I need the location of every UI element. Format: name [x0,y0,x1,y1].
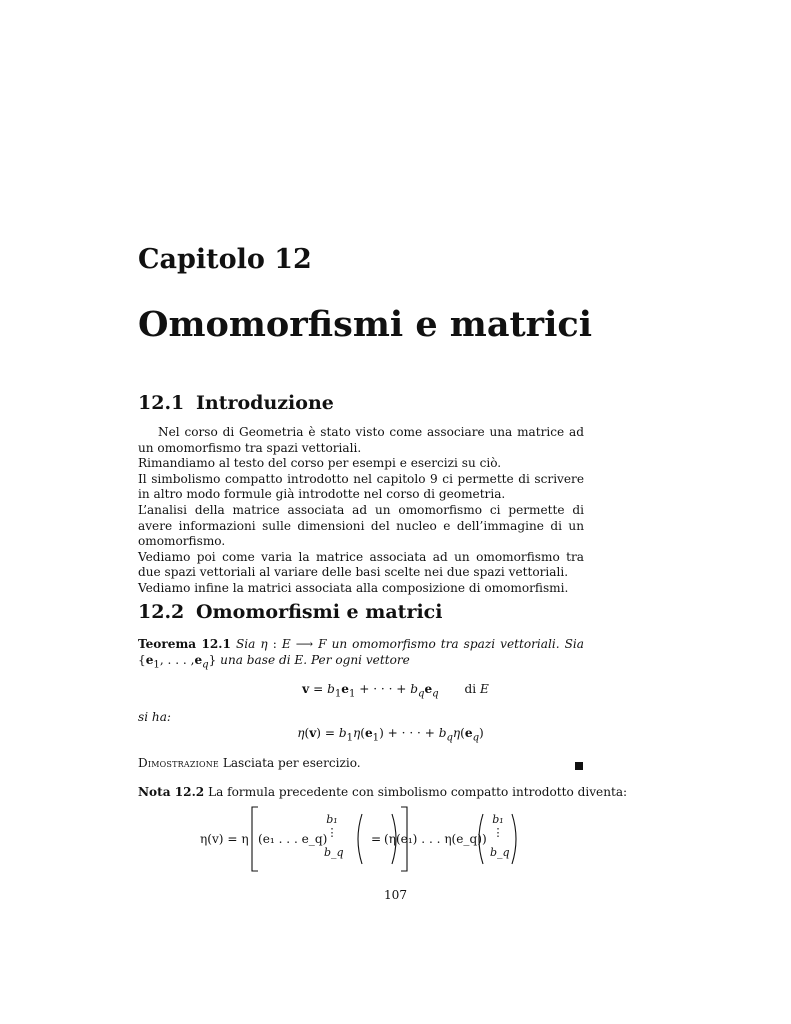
math-symbol: = [324,726,335,740]
math-symbol: b [338,726,347,740]
equation-eta-linearity [0,726,781,743]
math-symbol: , . . . , [159,652,195,667]
math-symbol: b_q [324,846,344,859]
math-subscript: q [446,732,453,744]
equation-vector-decomposition [0,682,791,699]
page-number: 107 [383,888,408,902]
math-subscript: q [418,688,425,700]
math-symbol: e [145,652,154,667]
math-symbol: + · · · + [387,726,435,740]
paragraph: Vediamo infine la matrici associata alla composizione di omomorfismi. [138,580,569,595]
paragraph: Nel corso di Geometria è stato visto come associare una matrice ad un omomorfismo tra spazi vettoriali. [138,425,584,455]
qed-square-icon [575,762,583,770]
math-symbol: ) [479,726,484,740]
math-symbol: E [281,637,291,651]
proof [138,756,361,770]
arrow-symbol: ⟶ [295,637,314,651]
section-title: Introduzione [196,392,334,414]
math-subscript: 1 [346,732,353,744]
si-ha-text: si ha: [138,710,171,724]
math-symbol: E [294,652,304,667]
math-subscript: 1 [348,688,356,700]
paragraph: L’analisi della matrice associata ad un omomorfismo ci permette di avere informazioni sulle dimensioni del nucleo e dell’immagine di un omomorfismo. [138,502,584,549]
proof-label: Dimostrazione [138,756,219,770]
math-symbol: b [438,726,447,740]
math-symbol: : [272,637,277,651]
math-symbol: = [313,682,324,696]
math-symbol: e [194,652,203,667]
math-lhs: η(v) = η [200,832,249,846]
math-symbol: ) [379,726,384,740]
math-symbol: η [452,726,461,740]
section-number: 12.1 [138,392,185,414]
section-title: Omomorfismi e matrici [196,601,443,623]
math-symbol: e [464,726,473,740]
intro-text [138,425,584,597]
section-number: 12.2 [138,601,185,623]
chapter-title: Omomorfismi e matrici [138,304,593,345]
section-heading-omomorfismi [138,601,442,623]
math-subscript: q [202,659,209,670]
math-symbol: { [138,652,146,667]
math-symbol: b [327,682,335,696]
math-symbol: + · · · + [359,682,407,696]
math-symbol: v [309,726,317,740]
theorem-text: una base di [220,652,291,667]
theorem-text: un omomorfismo tra spazi vettoriali. Sia [331,637,584,651]
math-subscript: 1 [334,688,342,700]
math-symbol: b_q [490,846,510,859]
math-symbol: ) [316,726,321,740]
nota-text: La formula precedente con simbolismo compatto introdotto diventa: [208,785,628,799]
math-symbol: v [302,682,310,696]
math-symbol: ( [304,726,310,740]
math-subscript: 1 [372,732,380,744]
theorem-12-1 [138,637,584,673]
paragraph: Il simbolismo compatto introdotto nel capitolo 9 ci permette di scrivere in altro modo formule già introdotte nel corso di geometria. [138,471,584,502]
proof-text: Lasciata per esercizio. [222,756,361,770]
coefficient-vector [490,813,510,859]
math-symbol: = [371,832,382,846]
math-symbol: b₁ [492,813,504,826]
chapter-label: Capitolo 12 [138,244,312,275]
math-symbol: e [364,726,373,740]
image-basis-row: (η(e₁) . . . η(e_q)) [384,832,487,846]
paragraph: Rimandiamo al testo del corso per esempi e esercizi su ciò. [138,456,502,471]
math-symbol: η [352,726,361,740]
vdots-icon: ⋮ [326,826,338,839]
math-subscript: 1 [153,659,160,670]
math-symbol: e [341,682,349,696]
theorem-word: Sia [235,637,256,651]
math-symbol: } [208,652,217,667]
vdots-icon: ⋮ [492,826,504,839]
math-symbol: η [297,726,305,740]
theorem-text: . Per ogni vettore [303,652,410,667]
coefficient-vector [324,813,344,859]
math-symbol: η [260,637,268,651]
paragraph: Vediamo poi come varia la matrice associata ad un omomorfismo tra due spazi vettoriali al variare delle basi scelte nei due spazi vettoriali. [138,549,584,580]
math-symbol: b [410,682,419,696]
equation-matrix-form [200,806,540,872]
nota-label: Nota 12.2 [138,785,205,799]
math-symbol: b₁ [326,813,338,826]
math-symbol: F [318,637,327,651]
math-symbol: E [479,682,489,696]
math-subscript: q [432,688,439,700]
math-symbol: e [424,682,433,696]
basis-row: (e₁ . . . e_q) [258,832,328,846]
section-heading-introduzione [138,392,334,414]
math-symbol: ( [360,726,365,740]
theorem-label: Teorema 12.1 [138,637,231,651]
math-subscript: q [472,732,480,744]
math-text: di [464,682,477,696]
nota-12-2 [138,785,627,799]
math-symbol: ( [460,726,465,740]
